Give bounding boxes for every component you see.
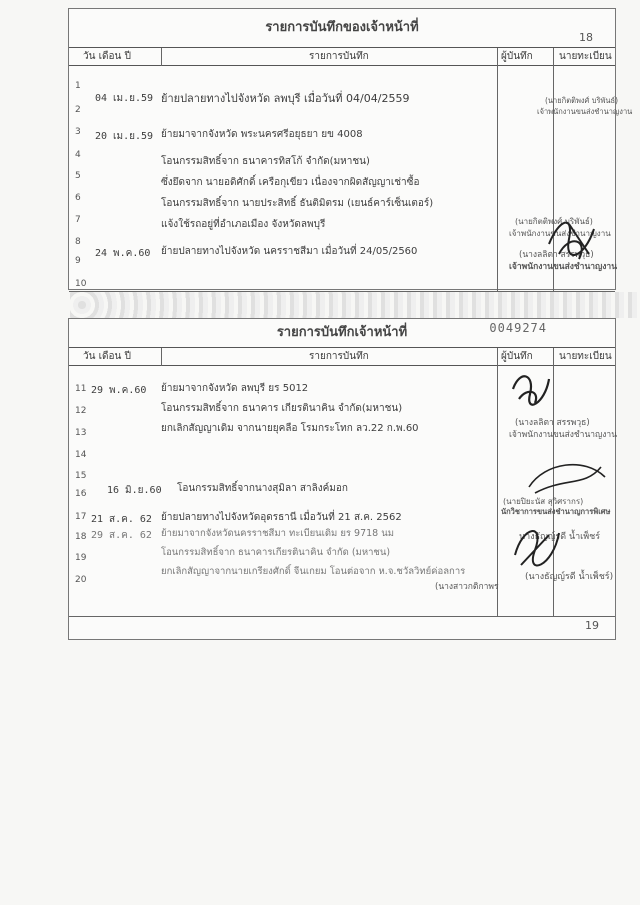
signature-scribble-icon [525,457,609,501]
line-number: 4 [75,150,81,160]
officer-title-stamp: เจ้าพนักงานขนส่งชำนาญงาน [537,107,633,116]
header-recorder: ผู้บันทึก [501,351,533,362]
table-header [69,348,615,366]
line-number: 20 [75,575,87,585]
document-serial-number: 0049274 [489,321,547,335]
officer-name-stamp: (นายปิยะนัส สุวิศรากร) [503,497,584,506]
line-number: 2 [75,105,81,115]
entry-text: ยกเลิกสัญญาจากนายเกรียงศักดิ์ จีนเกยม โอนต่อจาก ห.จ.ชวัลวิทย์ค่อลการ [161,566,466,577]
page-number: 19 [585,619,599,632]
entry-text: ย้ายมาจากจังหวัด ลพบุรี ยร 5012 [161,383,309,394]
line-number: 10 [75,279,87,289]
officer-name-stamp: (นางลลิตา สรรพวุธ) [515,418,590,428]
header-registrar: นายทะเบียน [559,351,612,362]
line-number: 6 [75,193,81,203]
entry-text: โอนกรรมสิทธิ์จาก ธนาคารเกียรตินาคิน จำกัด (มหาชน) [161,547,391,558]
table-header [69,48,615,66]
line-number: 14 [75,450,87,460]
header-recorder: ผู้บันทึก [501,51,533,62]
entry-date: 29 ส.ค. 62 [91,530,152,541]
line-number: 8 [75,237,81,247]
registration-page-19 [68,318,616,640]
officer-title-stamp: เจ้าพนักงานขนส่งชำนาญงาน [509,430,618,440]
officer-title-stamp: เจ้าพนักงานขนส่งชำนาญงาน [509,262,618,272]
header-date: วัน เดือน ปี [83,51,131,62]
entry-text: โอนกรรมสิทธิ์จาก นายประสิทธิ์ ธันติมิตรม (เยนธ์คาร์เซ็นเตอร์) [161,198,434,209]
officer-name-stamp: (นางธัญญ์รดี น้ำเพ็ชร์) [525,572,614,582]
entry-text: แจ้งใช้รถอยู่ที่อำเภอเมือง จังหวัดลพบุรี [161,219,326,230]
page-title: รายการบันทึกเจ้าหน้าที่ [69,319,615,348]
entry-text: ย้ายปลายทางไปจังหวัดอุดรธานี เมื่อวันที่ 21 ส.ค. 2562 [161,512,402,523]
entry-text: โอนกรรมสิทธิ์จาก ธนาคาร เกียรตินาคิน จำกัด(มหาชน) [161,403,403,414]
entry-text: ย้ายปลายทางไปจังหวัด นครราชสีมา เมื่อวันที่ 24/05/2560 [161,246,418,257]
officer-title-stamp: นักวิชาการขนส่งชำนาญการพิเศษ [501,507,611,516]
decorative-seal-strip [70,292,640,318]
line-number: 15 [75,471,87,481]
registration-page-18 [68,8,633,290]
entry-date: 21 ส.ค. 62 [91,514,152,525]
header-date: วัน เดือน ปี [83,351,131,362]
line-number: 5 [75,171,81,181]
line-number: 18 [75,532,87,542]
header-entry: รายการบันทึก [309,351,369,362]
entry-date: 04 เม.ย.59 [95,93,154,104]
line-number: 9 [75,256,81,266]
entry-date: 24 พ.ค.60 [95,248,151,259]
header-registrar: นายทะเบียน [559,51,612,62]
entry-text: โอนกรรมสิทธิ์จากนางสุมิลา สาลิงค์มอก [177,483,348,494]
line-number: 3 [75,127,81,137]
header-entry: รายการบันทึก [309,51,369,62]
line-number: 16 [75,489,87,499]
line-number: 12 [75,406,87,416]
entry-date: 16 มิ.ย.60 [107,485,162,496]
entry-text: ย้ายมาจากจังหวัดนครราชสีมา ทะเบียนเดิม ยร 9718 นม [161,528,394,539]
entry-text: โอนกรรมสิทธิ์จาก ธนาคารทิสโก้ จำกัด(มหาชน) [161,156,370,167]
signature-scribble-icon [539,209,609,269]
line-number: 17 [75,512,87,522]
entry-text: ย้ายปลายทางไปจังหวัด ลพบุรี เมื่อวันที่ 04/04/2559 [161,92,410,105]
signature-scribble-icon [505,369,555,409]
entry-date: 20 เม.ย.59 [95,131,154,142]
officer-name-stamp: (นายกิตติพงศ์ บริพันธ์) [515,217,593,226]
entry-date: 29 พ.ค.60 [91,385,147,396]
line-number: 13 [75,428,87,438]
officer-name-stamp: นางธัญญ์รดี น้ำเพ็ชร์ [519,532,601,542]
line-number: 7 [75,215,81,225]
entry-text: ซึ่งยึดจาก นายอดิศักดิ์ เครือกุเขียว เนื่องจากผิดสัญญาเช่าซื้อ [161,177,420,188]
signature-scribble-icon [505,515,565,571]
page-number: 18 [579,31,593,44]
line-number: 19 [75,553,87,563]
officer-name-stamp: (นางสาวกติกาพร [435,582,499,592]
entry-text: ยกเลิกสัญญาเดิม จากนายยุคลือ โรมกระโทก ลว.22 ก.พ.60 [161,423,419,434]
entry-text: ย้ายมาจากจังหวัด พระนครศรีอยุธยา ยข 4008 [161,129,363,140]
line-number: 11 [75,384,87,394]
line-number: 1 [75,81,81,91]
officer-name-stamp: (นายกิตติพงศ์ บริพันธ์) [545,96,619,105]
page-title: รายการบันทึกของเจ้าหน้าที่ [69,9,615,48]
officer-name-stamp: (นางลลิตา สรรพวุธ) [519,250,594,260]
officer-title-stamp: เจ้าพนักงานขนส่งชำนาญงาน [509,229,611,238]
